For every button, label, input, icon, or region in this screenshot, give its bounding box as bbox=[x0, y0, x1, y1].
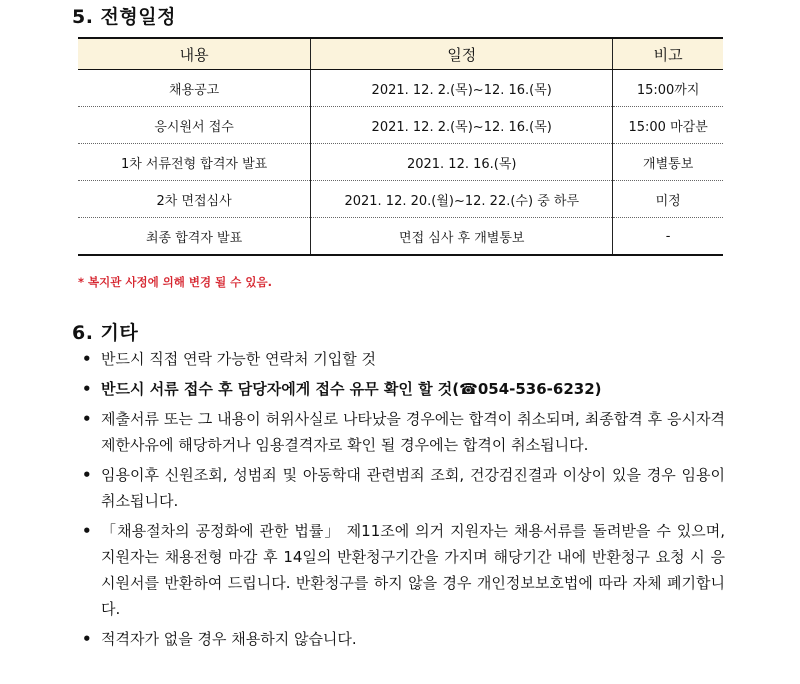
list-item bbox=[80, 626, 725, 652]
table-cell: 미정 bbox=[613, 181, 723, 218]
bullet: • bbox=[82, 350, 92, 368]
table-cell: 2021. 12. 20.(월)~12. 22.(수) 중 하루 bbox=[311, 181, 613, 218]
misc-list bbox=[80, 346, 725, 656]
list-item bbox=[80, 462, 725, 514]
table-cell: 15:00까지 bbox=[613, 70, 723, 107]
list-item-text: 「채용절차의 공정화에 관한 법률」 제11조에 의거 지원자는 채용서류를 돌려받을 수 있으며, 지원자는 채용전형 마감 후 14일의 반환청구기간을 가지며 해당기간 내에 반환청구 요청 시 응시원서를 반환하여 드립니다. 반환청구를 하지 않을 경우 개인정보보호법에 따라 자체 폐기합니다. bbox=[101, 522, 725, 618]
table-row bbox=[78, 107, 723, 144]
schedule-table bbox=[78, 37, 723, 256]
table-cell: 최종 합격자 발표 bbox=[78, 218, 311, 256]
list-item bbox=[80, 406, 725, 458]
column-header-schedule: 일정 bbox=[311, 38, 613, 70]
list-item-text: 반드시 서류 접수 후 담당자에게 접수 유무 확인 할 것(☎054-536-6232) bbox=[101, 380, 602, 398]
table-cell: - bbox=[613, 218, 723, 256]
bullet: • bbox=[82, 410, 92, 428]
column-header-remarks: 비고 bbox=[613, 38, 723, 70]
table-cell: 채용공고 bbox=[78, 70, 311, 107]
table-cell: 2021. 12. 2.(목)~12. 16.(목) bbox=[311, 107, 613, 144]
section-6-title: 6. 기타 bbox=[72, 322, 139, 344]
list-item-text: 제출서류 또는 그 내용이 허위사실로 나타났을 경우에는 합격이 취소되며, 최종합격 후 응시자격 제한사유에 해당하거나 임용결격자로 확인 될 경우에는 합격이 취소됩니다. bbox=[101, 410, 725, 454]
table-cell: 2021. 12. 16.(목) bbox=[311, 144, 613, 181]
list-item bbox=[80, 518, 725, 622]
bullet: • bbox=[82, 380, 92, 398]
table-row bbox=[78, 181, 723, 218]
table-cell: 응시원서 접수 bbox=[78, 107, 311, 144]
list-item-text: 반드시 직접 연락 가능한 연락처 기입할 것 bbox=[101, 350, 376, 368]
table-cell: 1차 서류전형 합격자 발표 bbox=[78, 144, 311, 181]
table-cell: 2021. 12. 2.(목)~12. 16.(목) bbox=[311, 70, 613, 107]
schedule-change-note: * 복지관 사정에 의해 변경 될 수 있음. bbox=[78, 275, 272, 289]
list-item-text: 적격자가 없을 경우 채용하지 않습니다. bbox=[101, 630, 357, 648]
table-cell: 개별통보 bbox=[613, 144, 723, 181]
table-row bbox=[78, 70, 723, 107]
bullet: • bbox=[82, 466, 92, 484]
bullet: • bbox=[82, 522, 92, 540]
table-cell: 15:00 마감분 bbox=[613, 107, 723, 144]
table-row bbox=[78, 218, 723, 256]
column-header-content: 내용 bbox=[78, 38, 311, 70]
list-item bbox=[80, 376, 725, 402]
section-5-title: 5. 전형일정 bbox=[72, 6, 176, 28]
list-item bbox=[80, 346, 725, 372]
bullet: • bbox=[82, 630, 92, 648]
table-cell: 면접 심사 후 개별통보 bbox=[311, 218, 613, 256]
list-item-text: 임용이후 신원조회, 성범죄 및 아동학대 관련범죄 조회, 건강검진결과 이상이 있을 경우 임용이 취소됩니다. bbox=[101, 466, 725, 510]
table-cell: 2차 면접심사 bbox=[78, 181, 311, 218]
table-row bbox=[78, 144, 723, 181]
table-header-row bbox=[78, 38, 723, 70]
